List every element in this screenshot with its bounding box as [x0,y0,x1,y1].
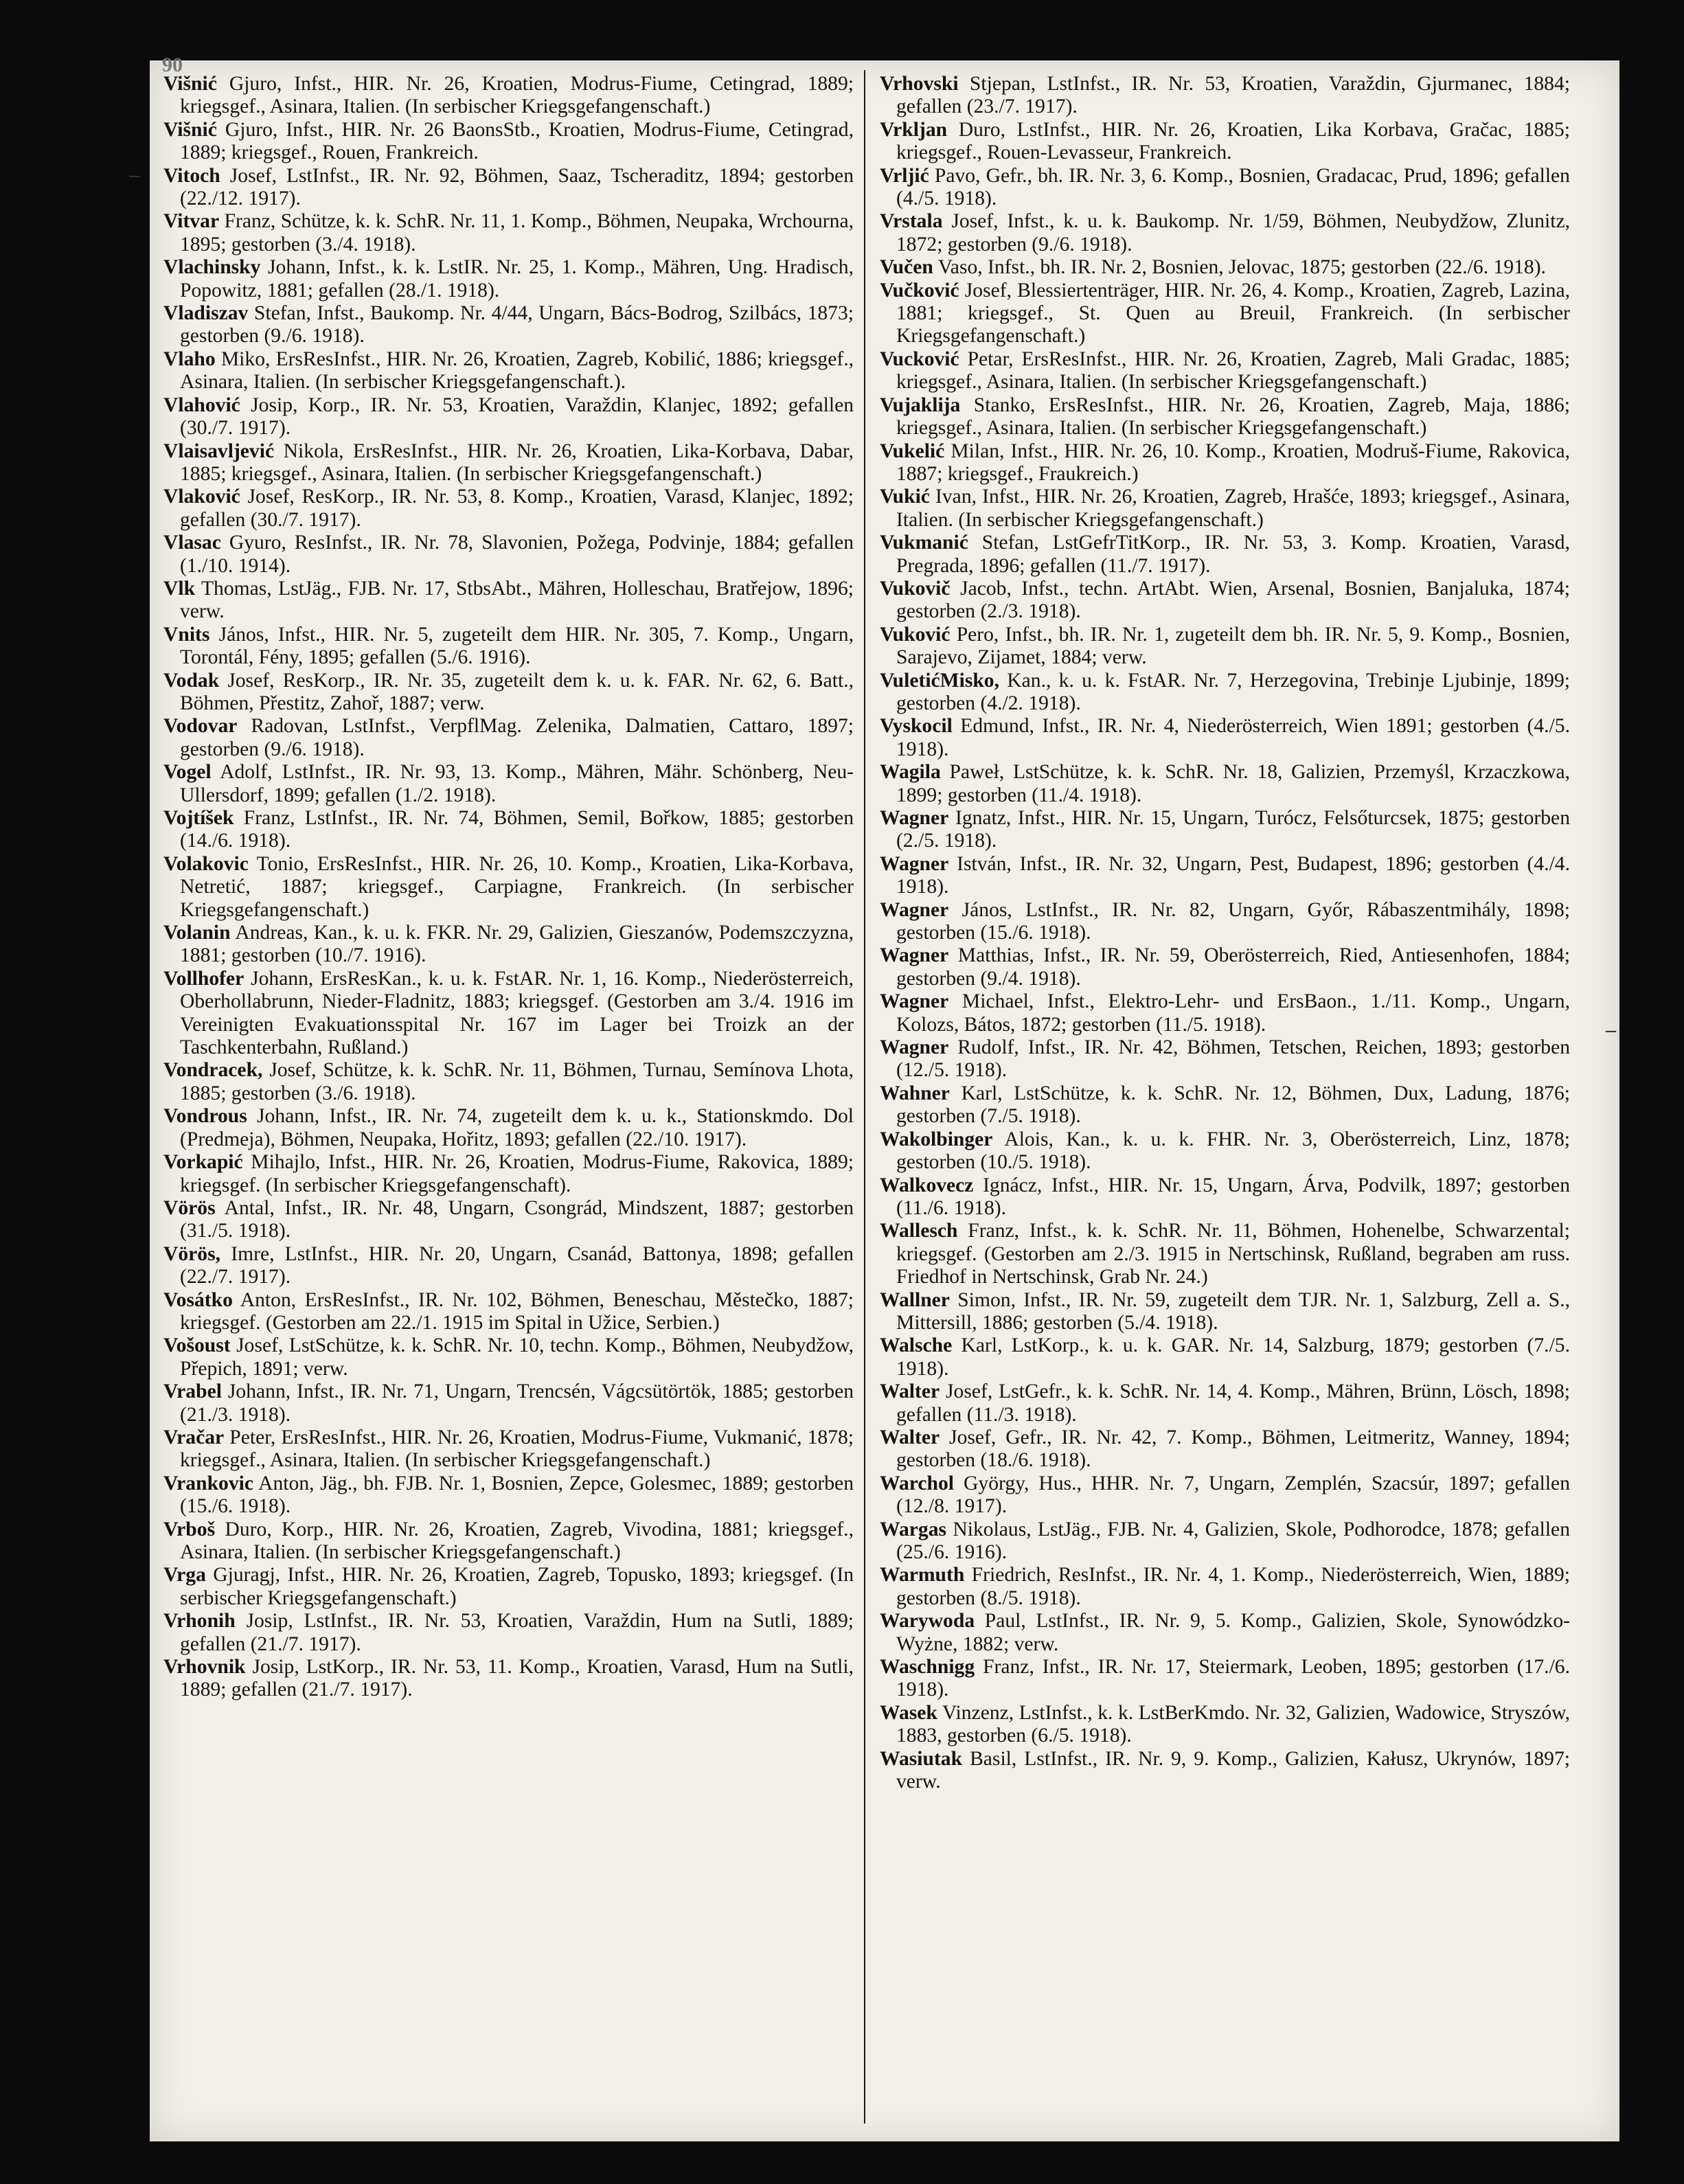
entry-details: Paul, LstInfst., IR. Nr. 9, 5. Komp., Galizien, Skole, Synowódzko-Wyżne, 1882; verw. [896,1610,1570,1655]
entry-surname: Vrkljan [880,118,948,141]
list-item [163,578,854,624]
entry-surname: Vrstala [880,210,943,233]
entry-surname: Vrankovic [163,1472,253,1494]
entry-details: János, Infst., HIR. Nr. 5, zugeteilt dem HIR. Nr. 305, 7. Komp., Ungarn, Torontál, Fény, 1895; gefallen (5./6. 1916). [180,623,854,669]
list-item [880,1518,1570,1565]
entry-surname: Vodak [163,669,220,692]
entry-surname: Wallesch [880,1220,958,1242]
entry-surname: Vujaklija [880,394,961,416]
list-item [880,578,1570,624]
entry-surname: Volakovic [163,852,249,875]
list-item [163,922,854,968]
list-item [880,1036,1570,1082]
entry-details: Matthias, Infst., IR. Nr. 59, Oberösterreich, Ried, Antiesenhofen, 1884; gestorben (9./4. 1918). [896,944,1570,990]
entry-surname: Warmuth [880,1564,965,1586]
list-item [163,119,854,165]
entry-surname: Vorkapić [163,1151,243,1174]
entry-details: Anton, Jäg., bh. FJB. Nr. 1, Bosnien, Zepce, Golesmec, 1889; gestorben (15./6. 1918). [180,1472,854,1518]
entry-details: Vinzenz, LstInfst., k. k. LstBerKmdo. Nr. 32, Galizien, Wadowice, Stryszów, 1883, gestorben (6./5. 1918). [896,1701,1570,1747]
entry-surname: Vucković [880,348,959,370]
list-item [163,1105,854,1151]
entry-surname: Vosátko [163,1288,233,1311]
margin-mark: – [129,163,139,186]
entry-details: Josip, LstKorp., IR. Nr. 53, 11. Komp., Kroatien, Varasd, Hum na Sutli, 1889; gefallen (21./7. 1917). [180,1656,854,1701]
entry-surname: Vrhonih [163,1610,236,1633]
entry-surname: Wagner [880,807,949,829]
list-item [163,1518,854,1565]
entry-surname: Višnić [163,118,217,141]
entry-surname: Vrljić [880,164,929,187]
entry-details: Kan., k. u. k. FstAR. Nr. 7, Herzegovina, Trebinje Ljubinje, 1899; gestorben (4./2. 1918). [896,669,1570,714]
list-item [880,1610,1570,1656]
entry-surname: Vladiszav [163,302,249,325]
list-item [880,899,1570,945]
entry-surname: Warchol [880,1472,954,1494]
entry-surname: Vuković [880,623,951,646]
entry-surname: Vukovič [880,577,951,600]
entry-surname: Vrhovski [880,73,959,95]
entry-details: Johann, Infst., k. k. LstIR. Nr. 25, 1. Komp., Mähren, Ung. Hradisch, Popowitz, 1881; gefallen (28./1. 1918). [180,256,854,302]
entry-surname: Waschnigg [880,1656,975,1679]
entry-surname: Walsche [880,1334,953,1357]
list-item [163,1197,854,1243]
list-item [163,1059,854,1105]
entry-surname: Vučen [880,256,933,279]
list-item [880,1702,1570,1748]
list-item [163,761,854,807]
list-item [880,73,1570,119]
list-item [163,394,854,440]
entry-details: Thomas, LstJäg., FJB. Nr. 17, StbsAbt., Mähren, Holleschau, Bratřejow, 1896; verw. [180,577,854,623]
list-item [163,1334,854,1380]
list-item [880,1380,1570,1426]
list-item [163,165,854,211]
list-item [880,853,1570,899]
entry-details: Franz, Infst., IR. Nr. 17, Steiermark, Leoben, 1895; gestorben (17./6. 1918). [896,1656,1570,1701]
entry-surname: Volanin [163,922,231,944]
entry-details: Andreas, Kan., k. u. k. FKR. Nr. 29, Galizien, Gieszanów, Podemszczyzna, 1881; gestorben (10./7. 1916). [180,922,854,967]
entry-surname: Wagner [880,944,949,967]
list-item [880,670,1570,716]
list-item [880,1128,1570,1174]
list-item [880,1426,1570,1472]
entry-details: Franz, Infst., k. k. SchR. Nr. 11, Böhmen, Hohenelbe, Schwarzental; kriegsgef. (Gestorben am 2./3. 1915 in Nertschinsk, Rußland, begraben am russ. Friedhof in Nertschinsk, Grab Nr. 24.) [896,1220,1570,1288]
entry-surname: Vogel [163,761,212,784]
entry-surname: Vlaisavljević [163,440,275,462]
entry-surname: Vondracek, [163,1059,263,1082]
entry-surname: Vondrous [163,1105,247,1128]
list-item [163,256,854,302]
entry-surname: Vörös, [163,1242,221,1265]
entry-surname: Vrhovnik [163,1656,246,1679]
list-item [163,210,854,256]
entry-details: Miko, ErsResInfst., HIR. Nr. 26, Kroatien, Zagreb, Kobilić, 1886; kriegsgef., Asinara, Italien. (In serbischer Kriegsgefangenschaft.). [180,348,854,394]
list-item [880,1289,1570,1335]
entry-surname: Vukelić [880,440,945,462]
entry-surname: Vrboš [163,1518,216,1540]
entry-details: Nikolaus, LstJäg., FJB. Nr. 4, Galizien, Skole, Podhorodce, 1878; gefallen (25./6. 1916). [896,1518,1570,1563]
entry-details: Ignatz, Infst., HIR. Nr. 15, Ungarn, Turócz, Felsőturcsek, 1875; gestorben (2./5. 1918). [896,807,1570,852]
entry-surname: Vukić [880,486,930,508]
entry-surname: Vlachinsky [163,256,261,279]
list-item [880,807,1570,853]
list-item [880,1174,1570,1220]
entry-details: György, Hus., HHR. Nr. 7, Ungarn, Zemplén, Szacsúr, 1897; gefallen (12./8. 1917). [896,1472,1570,1518]
entry-surname: Wakolbinger [880,1128,993,1150]
entry-details: István, Infst., IR. Nr. 32, Ungarn, Pest, Budapest, 1896; gestorben (4./4. 1918). [896,852,1571,898]
entry-surname: Vlaho [163,348,216,370]
entry-surname: Vitoch [163,164,220,187]
list-item [880,1564,1570,1610]
entry-surname: Wasek [880,1701,937,1724]
entry-details: Pero, Infst., bh. IR. Nr. 1, zugeteilt dem bh. IR. Nr. 5, 9. Komp., Bosnien, Sarajevo, Zijamet, 1884; verw. [896,623,1570,669]
entry-details: Johann, Infst., IR. Nr. 74, zugeteilt dem k. u. k., Stationskmdo. Dol (Predmeja), Böhmen, Neupaka, Hořitz, 1893; gefallen (22./10. 1917). [180,1105,854,1150]
list-item [880,165,1570,211]
entry-details: Adolf, LstInfst., IR. Nr. 93, 13. Komp., Mähren, Mähr. Schönberg, Neu-Ullersdorf, 1899; gefallen (1./2. 1918). [180,761,854,806]
entry-details: Josip, LstInfst., IR. Nr. 53, Kroatien, Varaždin, Hum na Sutli, 1889; gefallen (21./7. 1917). [180,1610,854,1655]
entry-surname: Vlk [163,577,196,600]
right-column [880,73,1570,1793]
list-item [163,670,854,716]
list-item [880,119,1570,165]
list-item [880,210,1570,256]
entry-surname: Vitvar [163,210,220,233]
list-item [880,440,1570,486]
entry-details: Simon, Infst., IR. Nr. 59, zugeteilt dem TJR. Nr. 1, Salzburg, Zell a. S., Mittersill, 1886; gestorben (5./4. 1918). [896,1288,1570,1334]
entry-details: Gyuro, ResInfst., IR. Nr. 78, Slavonien, Požega, Podvinje, 1884; gefallen (1./10. 1914). [180,532,854,577]
entry-details: Peter, ErsResInfst., HIR. Nr. 26, Kroatien, Modrus-Fiume, Vukmanić, 1878; kriegsgef., Asinara, Italien. (In serbischer Kriegsgefangenschaft.) [180,1426,854,1472]
entry-surname: Wallner [880,1288,950,1311]
entry-surname: Vnits [163,623,210,646]
entry-details: Josef, ResKorp., IR. Nr. 35, zugeteilt dem k. u. k. FAR. Nr. 62, 6. Batt., Böhmen, Přestitz, Zahoř, 1887; verw. [180,669,854,714]
entry-surname: Vlaković [163,486,240,508]
entry-surname: Wagner [880,990,949,1013]
entry-surname: Vlasac [163,532,221,554]
entry-surname: Warywoda [880,1610,975,1633]
list-item [163,1380,854,1426]
entry-details: Stjepan, LstInfst., IR. Nr. 53, Kroatien, Varaždin, Gjurmanec, 1884; gefallen (23./7. 1917). [896,73,1570,118]
entry-details: Gjuro, Infst., HIR. Nr. 26, Kroatien, Modrus-Fiume, Cetingrad, 1889; kriegsgef., Asinara, Italien. (In serbischer Kriegsgefangenschaft.) [180,73,854,118]
column-divider [864,70,865,2124]
entry-surname: Wagila [880,761,941,784]
entry-details: Duro, LstInfst., HIR. Nr. 26, Kroatien, Lika Korbava, Gračac, 1885; kriegsgef., Rouen-Levasseur, Frankreich. [896,118,1570,164]
entry-details: Ignácz, Infst., HIR. Nr. 15, Ungarn, Árva, Podvilk, 1897; gestorben (11./6. 1918). [896,1174,1570,1219]
list-item [163,1564,854,1610]
entry-details: Anton, ErsResInfst., IR. Nr. 102, Böhmen, Beneschau, Městečko, 1887; kriegsgef. (Gestorben am 22./1. 1915 im Spital in Užice, Serbien.) [180,1288,854,1334]
entry-details: Milan, Infst., HIR. Nr. 26, 10. Komp., Kroatien, Modruš-Fiume, Rakovica, 1887; kriegsgef., Fraukreich.) [896,440,1570,485]
entry-details: Imre, LstInfst., HIR. Nr. 20, Ungarn, Csanád, Battonya, 1898; gefallen (22./7. 1917). [180,1242,854,1288]
list-item [880,715,1570,761]
list-item [163,624,854,670]
list-item [163,715,854,761]
list-item [163,1656,854,1702]
list-item [163,348,854,394]
list-item [880,1656,1570,1702]
entry-details: Nikola, ErsResInfst., HIR. Nr. 26, Kroatien, Lika-Korbava, Dabar, 1885; kriegsgef., Asinara, Italien. (In serbischer Kriegsgefangenschaft.) [180,440,854,485]
entry-surname: Vodovar [163,715,238,738]
entry-surname: Vörös [163,1196,216,1219]
entry-details: Franz, Schütze, k. k. SchR. Nr. 11, 1. Komp., Böhmen, Neupaka, Wrchourna, 1895; gestorben (3./4. 1918). [180,210,854,255]
entry-surname: Vrga [163,1564,206,1586]
entry-surname: Vrabel [163,1380,222,1403]
entry-details: Josef, Schütze, k. k. SchR. Nr. 11, Böhmen, Turnau, Semínova Lhota, 1885; gestorben (3./6. 1918). [180,1059,854,1104]
list-item [163,1472,854,1518]
list-item [163,486,854,532]
list-item [880,990,1570,1036]
entry-surname: Vyskocil [880,715,953,738]
entry-surname: Vojtíšek [163,807,234,829]
entry-details: Gjuragj, Infst., HIR. Nr. 26, Kroatien, Zagreb, Topusko, 1893; kriegsgef. (In serbischer Kriegsgefangenschaft.) [180,1564,854,1609]
entry-details: Paweł, LstSchütze, k. k. SchR. Nr. 18, Galizien, Przemyśl, Krzaczkowa, 1899; gestorben (11./4. 1918). [896,761,1571,806]
entry-details: Josef, Infst., k. u. k. Baukomp. Nr. 1/59, Böhmen, Neubydžow, Zlunitz, 1872; gestorben (9./6. 1918). [896,210,1571,255]
entry-surname: Wahner [880,1082,950,1104]
list-item [163,968,854,1060]
entry-surname: Vlahović [163,394,240,416]
entry-details: Tonio, ErsResInfst., HIR. Nr. 26, 10. Komp., Kroatien, Lika-Korbava, Netretić, 1887; kriegsgef., Carpiagne, Frankreich. (In serbischer Kriegsgefangenschaft.) [180,852,854,921]
entry-surname: Wargas [880,1518,947,1540]
entry-details: Franz, LstInfst., IR. Nr. 74, Böhmen, Semil, Bořkow, 1885; gestorben (14./6. 1918). [180,807,854,852]
entry-details: Friedrich, ResInfst., IR. Nr. 4, 1. Komp., Niederösterreich, Wien, 1889; gestorben (8./5. 1918). [896,1564,1570,1609]
entry-details: Michael, Infst., Elektro-Lehr- und ErsBaon., 1./11. Komp., Ungarn, Kolozs, Bátos, 1872; gestorben (11./5. 1918). [896,990,1570,1036]
margin-mark: – [1606,1019,1616,1041]
left-column [163,73,854,1702]
entry-details: Josip, Korp., IR. Nr. 53, Kroatien, Varaždin, Klanjec, 1892; gefallen (30./7. 1917). [180,394,854,440]
list-item [880,348,1570,394]
entry-surname: Višnić [163,73,217,95]
list-item [880,624,1570,670]
list-item [880,256,1570,279]
list-item [880,761,1570,807]
entry-details: Radovan, LstInfst., VerpflMag. Zelenika, Dalmatien, Cattaro, 1897; gestorben (9./6. 1918). [180,715,854,760]
entry-details: Josef, Gefr., IR. Nr. 42, 7. Komp., Böhmen, Leitmeritz, Wanney, 1894; gestorben (18./6. 1918). [896,1426,1570,1472]
list-item [880,280,1570,348]
entry-surname: Vučković [880,279,959,302]
entry-details: Edmund, Infst., IR. Nr. 4, Niederösterreich, Wien 1891; gestorben (4./5. 1918). [896,715,1570,760]
list-item [880,486,1570,532]
entry-details: Alois, Kan., k. u. k. FHR. Nr. 3, Oberösterreich, Linz, 1878; gestorben (10./5. 1918). [896,1128,1570,1174]
entry-details: Josef, LstGefr., k. k. SchR. Nr. 14, 4. Komp., Mähren, Brünn, Lösch, 1898; gefallen (11./3. 1918). [896,1380,1570,1426]
entry-details: Stanko, ErsResInfst., HIR. Nr. 26, Kroatien, Zagreb, Maja, 1886; kriegsgef., Asinara, Italien. (In serbischer Kriegsgefangenschaft.) [896,394,1571,440]
entry-surname: Wagner [880,898,949,921]
entry-surname: Vošoust [163,1334,231,1357]
entry-surname: Vollhofer [163,967,244,990]
entry-details: Mihajlo, Infst., HIR. Nr. 26, Kroatien, Modrus-Fiume, Rakovica, 1889; kriegsgef. (In serbischer Kriegsgefangenschaft). [180,1151,854,1196]
entry-details: Josef, Blessiertenträger, HIR. Nr. 26, 4. Komp., Kroatien, Zagreb, Lazina, 1881; kriegsgef., St. Quen au Breuil, Frankreich. (In serbischer Kriegsgefangenschaft.) [896,279,1570,348]
entry-details: Ivan, Infst., HIR. Nr. 26, Kroatien, Zagreb, Hrašće, 1893; kriegsgef., Asinara, Italien. (In serbischer Kriegsgefangenschaft.) [896,486,1570,531]
entry-details: Josef, ResKorp., IR. Nr. 53, 8. Komp., Kroatien, Varasd, Klanjec, 1892; gefallen (30./7. 1917). [180,486,854,531]
entry-details: Stefan, Infst., Baukomp. Nr. 4/44, Ungarn, Bács-Bodrog, Szilbács, 1873; gestorben (9./6. 1918). [180,302,854,348]
entry-details: Josef, LstInfst., IR. Nr. 92, Böhmen, Saaz, Tscheraditz, 1894; gestorben (22./12. 1917). [180,164,854,210]
entry-details: Jacob, Infst., techn. ArtAbt. Wien, Arsenal, Bosnien, Banjaluka, 1874; gestorben (2./3. 1918). [896,577,1570,623]
list-item [163,1151,854,1197]
entry-details: Pavo, Gefr., bh. IR. Nr. 3, 6. Komp., Bosnien, Gradacac, Prud, 1896; gefallen (4./5. 1918). [896,164,1570,210]
list-item [163,440,854,486]
list-item [880,394,1570,440]
entry-details: János, LstInfst., IR. Nr. 82, Ungarn, Győr, Rábaszentmihály, 1898; gestorben (15./6. 1918). [896,898,1571,944]
entry-surname: Wasiutak [880,1747,963,1770]
entry-details: Gjuro, Infst., HIR. Nr. 26 BaonsStb., Kroatien, Modrus-Fiume, Cetingrad, 1889; kriegsgef., Rouen, Frankreich. [180,118,854,164]
entry-details: Karl, LstKorp., k. u. k. GAR. Nr. 14, Salzburg, 1879; gestorben (7./5. 1918). [896,1334,1570,1380]
entry-details: Rudolf, Infst., IR. Nr. 42, Böhmen, Tetschen, Reichen, 1893; gestorben (12./5. 1918). [896,1036,1570,1082]
entry-details: Petar, ErsResInfst., HIR. Nr. 26, Kroatien, Zagreb, Mali Gradac, 1885; kriegsgef., Asinara, Italien. (In serbischer Kriegsgefangenschaft.) [896,348,1570,394]
entry-surname: Vračar [163,1426,225,1448]
entry-details: Karl, LstSchütze, k. k. SchR. Nr. 12, Böhmen, Dux, Ladung, 1876; gestorben (7./5. 1918). [896,1082,1570,1128]
list-item [163,1610,854,1656]
entry-details: Stefan, LstGefrTitKorp., IR. Nr. 53, 3. Komp. Kroatien, Varasd, Pregrada, 1896; gefallen (11./7. 1917). [896,532,1570,577]
list-item [880,944,1570,990]
entry-details: Vaso, Infst., bh. IR. Nr. 2, Bosnien, Jelovac, 1875; gestorben (22./6. 1918). [937,256,1546,279]
list-item [163,302,854,348]
list-item [880,532,1570,578]
list-item [880,1472,1570,1518]
list-item [163,1289,854,1335]
list-item [163,853,854,922]
list-item [163,532,854,578]
entry-details: Basil, LstInfst., IR. Nr. 9, 9. Komp., Galizien, Kałusz, Ukrynów, 1897; verw. [896,1747,1570,1793]
entry-surname: Walter [880,1380,940,1403]
list-item [163,1243,854,1289]
entry-surname: Vukmanić [880,532,968,554]
entry-surname: VuletićMisko, [880,669,1000,692]
list-item [163,73,854,119]
list-item [880,1748,1570,1794]
list-item [163,807,854,853]
entry-surname: Walkovecz [880,1174,974,1196]
entry-details: Johann, Infst., IR. Nr. 71, Ungarn, Trencsén, Vágcsütörtök, 1885; gestorben (21./3. 1918). [180,1380,854,1426]
document-page [129,54,1619,2141]
page-number: 90 [162,54,183,76]
entry-surname: Walter [880,1426,940,1448]
entry-surname: Wagner [880,852,949,875]
list-item [163,1426,854,1472]
list-item [880,1082,1570,1128]
list-item [880,1334,1570,1380]
entry-details: Duro, Korp., HIR. Nr. 26, Kroatien, Zagreb, Vivodina, 1881; kriegsgef., Asinara, Italien. (In serbischer Kriegsgefangenschaft.) [180,1518,854,1563]
list-item [880,1220,1570,1288]
entry-details: Josef, LstSchütze, k. k. SchR. Nr. 10, techn. Komp., Böhmen, Neubydžow, Přepich, 1891; verw. [180,1334,854,1380]
entry-details: Johann, ErsResKan., k. u. k. FstAR. Nr. 1, 16. Komp., Niederösterreich, Oberhollabrunn, Nieder-Fladnitz, 1883; kriegsgef. (Gestorben am 3./4. 1916 im Vereinigten Evakuationsspital Nr. 167 im Lager bei Troizk an der Taschkenterbahn, Rußland.) [180,967,854,1059]
entry-surname: Wagner [880,1036,949,1059]
entry-details: Antal, Infst., IR. Nr. 48, Ungarn, Csongrád, Mindszent, 1887; gestorben (31./5. 1918). [180,1196,854,1242]
